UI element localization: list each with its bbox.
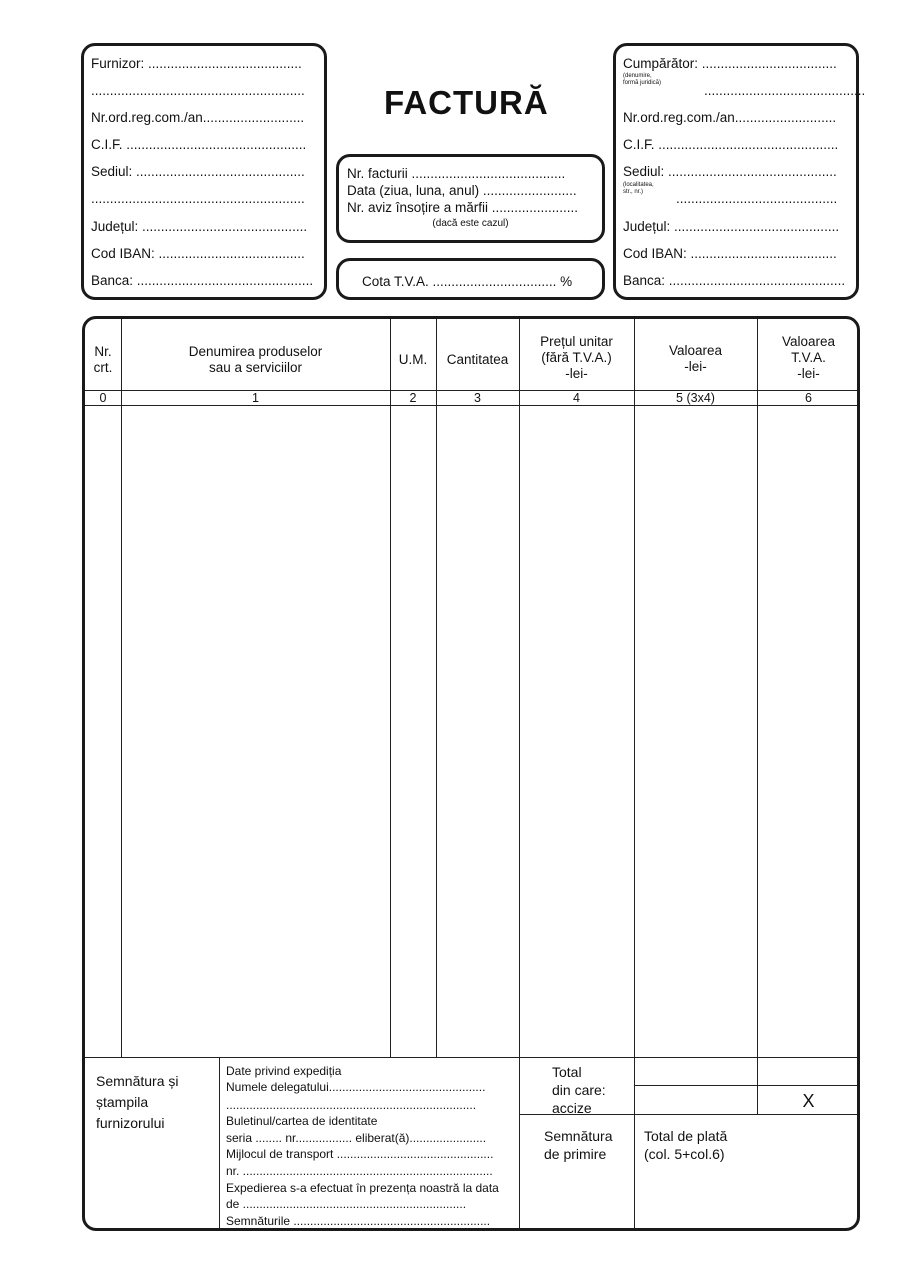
buyer-name-hint-2: formă juridică) xyxy=(623,80,662,86)
receipt-signature-label: Semnătura de primire xyxy=(544,1128,613,1162)
transport-means-field[interactable]: Mijlocul de transport ............................................... xyxy=(226,1147,494,1161)
total-vat-cell[interactable] xyxy=(758,1058,860,1085)
col-number-2: 2 xyxy=(409,391,417,405)
supplier-cif-field[interactable]: C.I.F. ................................................ xyxy=(91,137,307,152)
expedition-statement: Expedierea s-a efectuat în prezența noastră la data xyxy=(226,1181,499,1195)
col-number-0: 0 xyxy=(99,391,107,405)
delegate-name-field[interactable]: Numele delegatului............................................... xyxy=(226,1080,486,1094)
signatures-field[interactable]: Semnăturile ........................................................... xyxy=(226,1214,491,1228)
buyer-address-hint-1: (localitatea, xyxy=(623,182,654,188)
buyer-box xyxy=(613,43,866,300)
transport-number-field[interactable]: nr. ........................................................................... xyxy=(226,1164,493,1178)
supplier-name-continued-field[interactable]: ......................................................... xyxy=(91,83,305,98)
header-nr-crt: Nr. crt. xyxy=(93,344,113,375)
total-label: Total din care: accize xyxy=(552,1064,606,1116)
delivery-note-hint: (dacă este cazul) xyxy=(432,218,509,229)
col-number-3: 3 xyxy=(474,391,481,405)
header-value: Valoarea -lei- xyxy=(668,343,723,374)
buyer-bank-field[interactable]: Banca: ............................................... xyxy=(623,273,846,288)
buyer-name-field[interactable]: Cumpărător: .................................... xyxy=(623,56,837,71)
excise-vat-x-mark: X xyxy=(802,1091,815,1111)
expedition-date-field[interactable]: de ................................................................... xyxy=(226,1197,467,1211)
buyer-county-field[interactable]: Județul: ............................................ xyxy=(623,219,840,234)
supplier-signature-label: Semnătura și ștampila furnizorului xyxy=(96,1073,179,1131)
items-table xyxy=(82,316,860,1231)
supplier-county-field[interactable]: Județul: ............................................ xyxy=(91,219,308,234)
excise-value-cell[interactable] xyxy=(635,1086,757,1114)
delivery-note-field[interactable]: Nr. aviz însoțire a mărfii ....................... xyxy=(347,200,579,215)
col-number-1: 1 xyxy=(252,391,259,405)
header-quantity: Cantitatea xyxy=(446,352,509,367)
id-card-label: Buletinul/cartea de identitate xyxy=(226,1114,378,1128)
buyer-address-hint-2: str., nr.) xyxy=(623,189,644,195)
expedition-heading: Date privind expediția xyxy=(226,1064,342,1078)
header-vat-value: Valoarea T.V.A. -lei- xyxy=(781,334,836,381)
supplier-name-field[interactable]: Furnizor: ......................................... xyxy=(91,56,302,71)
total-value-cell[interactable] xyxy=(635,1058,757,1085)
id-card-series-field[interactable]: seria ........ nr................. eliberat(ă)....................... xyxy=(226,1131,487,1145)
invoice-info-box xyxy=(336,154,605,243)
supplier-box xyxy=(81,43,327,300)
buyer-address-continued-field[interactable]: ........................................... xyxy=(676,191,838,206)
buyer-name-hint-1: (denumire, xyxy=(623,73,652,79)
col-number-4: 4 xyxy=(573,391,580,405)
supplier-reg-field[interactable]: Nr.ord.reg.com./an........................... xyxy=(91,110,305,125)
vat-rate-box xyxy=(336,258,605,300)
total-payment-label: Total de plată (col. 5+col.6) xyxy=(644,1128,728,1162)
supplier-address-field[interactable]: Sediul: ............................................. xyxy=(91,164,305,179)
buyer-reg-field[interactable]: Nr.ord.reg.com./an........................... xyxy=(623,110,837,125)
header-unit: U.M. xyxy=(398,352,428,367)
vat-rate-field[interactable]: Cota T.V.A. ................................. % xyxy=(362,274,573,289)
header-product-name: Denumirea produselor sau a serviciilor xyxy=(188,344,323,375)
items-entry-area[interactable] xyxy=(85,406,857,1057)
buyer-cif-field[interactable]: C.I.F. ................................................ xyxy=(623,137,839,152)
buyer-address-field[interactable]: Sediul: ............................................. xyxy=(623,164,837,179)
buyer-iban-field[interactable]: Cod IBAN: ....................................... xyxy=(623,246,837,261)
buyer-name-continued-field[interactable]: ........................................... xyxy=(704,83,866,98)
col-number-6: 6 xyxy=(805,391,812,405)
supplier-bank-field[interactable]: Banca: ............................................... xyxy=(91,273,314,288)
invoice-date-field[interactable]: Data (ziua, luna, anul) ......................... xyxy=(347,183,577,198)
invoice-number-field[interactable]: Nr. facturii ......................................... xyxy=(347,166,566,181)
supplier-iban-field[interactable]: Cod IBAN: ....................................... xyxy=(91,246,305,261)
footer-divider-line xyxy=(219,1057,220,1231)
document-title: FACTURĂ xyxy=(384,84,549,121)
supplier-address-continued-field[interactable]: ......................................................... xyxy=(91,191,305,206)
delegate-name-continued-field[interactable]: ........................................................................... xyxy=(226,1098,477,1112)
header-unit-price: Prețul unitar (fără T.V.A.) -lei- xyxy=(540,334,613,381)
col-number-5: 5 (3x4) xyxy=(676,391,715,405)
